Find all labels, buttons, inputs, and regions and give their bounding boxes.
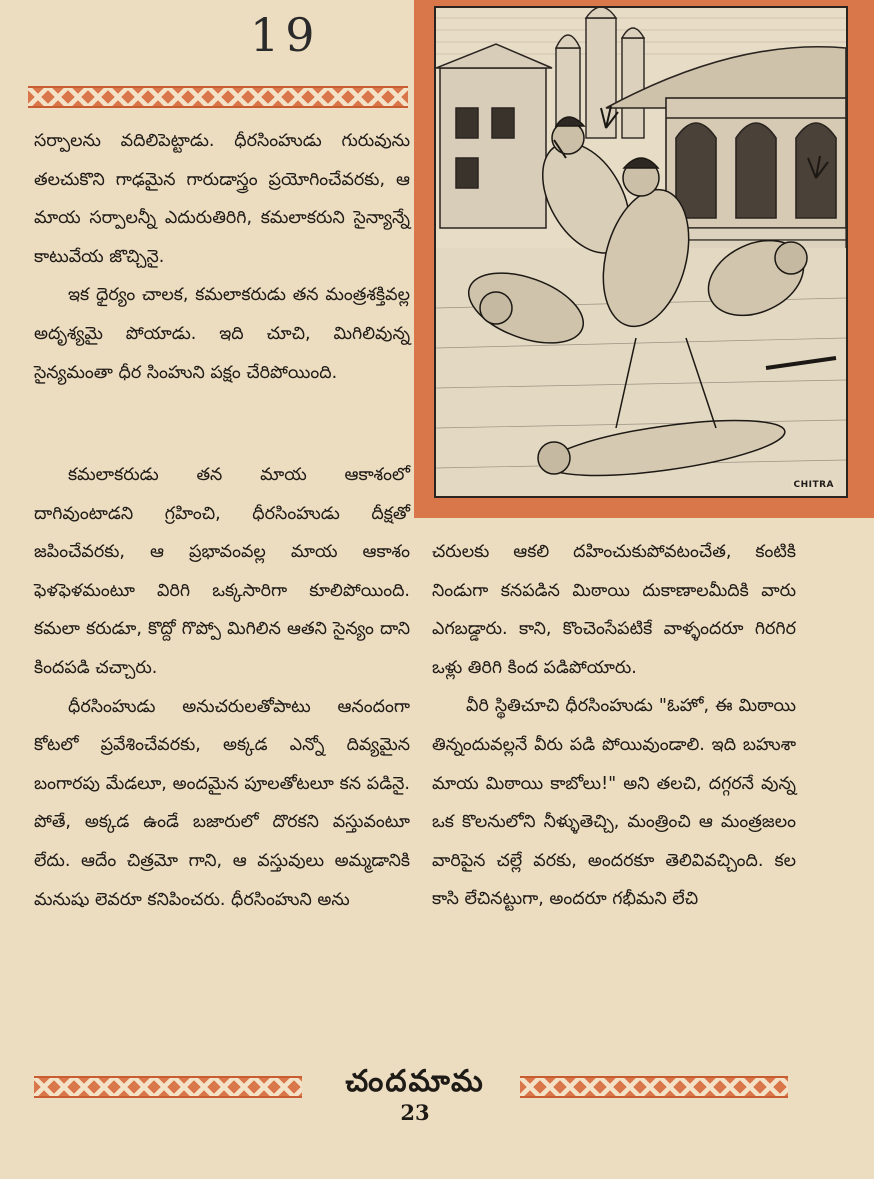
footer-ornament-left	[34, 1076, 302, 1098]
illustration-drawing	[436, 8, 846, 496]
left-column-main-text	[34, 456, 410, 919]
story-illustration	[434, 6, 848, 498]
paragraph: ఇక ధైర్యం చాలక, కమలాకరుడు తన మంత్రశక్తివల్ల అదృశ్యమై పోయాడు. ఇది చూచి, మిగిలివున్న సైన్యమంతా ధీర సింహుని పక్షం చేరిపోయింది.	[34, 285, 410, 383]
paragraph: కమలాకరుడు తన మాయ ఆకాశంలో దాగివుంటాడని గ్రహించి, ధీరసింహుడు దీక్షతో జపించేవరకు, ఆ ప్రభావంవల్ల మాయ ఆకాశం ఫెళఫెళమంటూ విరిగి ఒక్కసారిగా కూలిపోయింది. కమలా కరుడూ, కొద్దో గొప్పో మిగిలిన ఆతని సైన్యం దాని కిందపడి చచ్చారు.	[34, 465, 410, 678]
top-ornament-border	[28, 86, 408, 108]
paragraph: చరులకు ఆకలి దహించుకుపోవటంచేత, కంటికి నిండుగా కనపడిన మిఠాయి దుకాణాలమీదికి వారు ఎగబడ్డారు. కాని, కొంచెంసేపటికే వాళ్ళందరూ గిరగిర ఒళ్లు తిరిగి కింద పడిపోయారు.	[432, 542, 796, 678]
paragraph: వీరి స్థితిచూచి ధీరసింహుడు "ఓహో, ఈ మిఠాయి తిన్నందువల్లనే వీరు పడి పోయివుండాలి. ఇది బహుశా మాయ మిఠాయి కాబోలు!" అని తలచి, దగ్గరనే వున్న ఒక కొలనులోని నీళ్ళుతెచ్చి, మంత్రించి ఆ మంత్రజలం వారిపైన చల్లే వరకు, అందరకూ తెలివివచ్చింది. కల కాసి లేచినట్టుగా, అందరూ గభీమని లేచి	[432, 696, 796, 910]
left-column-top-text	[34, 122, 410, 392]
magazine-title: చందమామ	[345, 1064, 485, 1099]
right-column-text	[432, 533, 796, 919]
paragraph: సర్పాలను వదిలిపెట్టాడు. ధీరసింహుడు గురువును తలచుకొని గాఢమైన గారుడాస్త్రం ప్రయోగించేవరకు, ఆ మాయ సర్పాలన్నీ ఎదురుతిరిగి, కమలాకరుని సైన్యాన్నే కాటువేయ జొచ్చినై.	[34, 131, 410, 267]
artist-signature: CHITRA	[793, 480, 834, 490]
illustration-frame	[414, 0, 874, 518]
page-number: 23	[400, 1100, 430, 1125]
footer-ornament-right	[520, 1076, 788, 1098]
handwritten-page-number: 19	[250, 8, 321, 62]
paragraph: ధీరసింహుడు అనుచరులతోపాటు ఆనందంగా కోటలో ప్రవేశించేవరకు, అక్కడ ఎన్నో దివ్యమైన బంగారపు మేడలూ, అందమైన పూలతోటలూ కన పడినై. పోతే, అక్కడ ఉండే బజారులో దొరకని వస్తువంటూ లేదు. ఆదేం చిత్రమో గాని, ఆ వస్తువులు అమ్మడానికి మనుషు లెవరూ కనిపించరు. ధీరసింహుని అను	[34, 696, 410, 910]
